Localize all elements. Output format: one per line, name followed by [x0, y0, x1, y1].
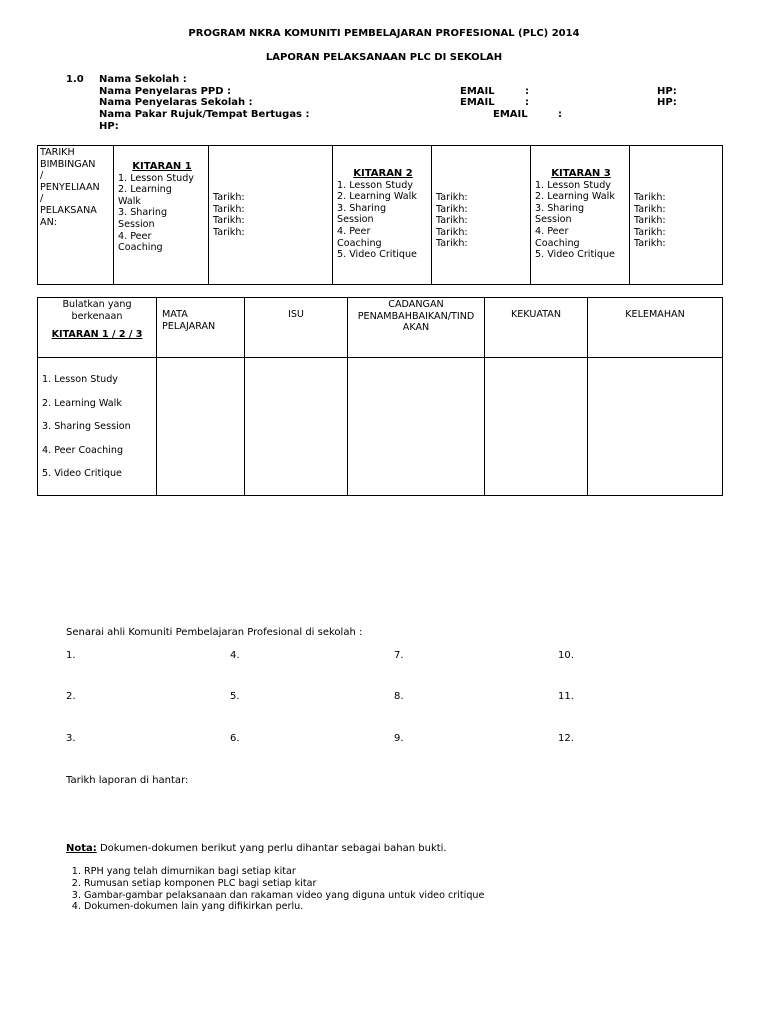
kitaran-2-title: KITARAN 2 [353, 168, 413, 179]
nota-text: Dokumen-dokumen berikut yang perlu dihantar sebagai bahan bukti. [96, 843, 447, 854]
member-number: 12. [558, 733, 574, 744]
kelemahan-header [588, 298, 723, 358]
tarikh-date-field: Tarikh: [436, 238, 468, 250]
tarikh-date-field: Tarikh: [213, 226, 245, 238]
email-colon-ppd: : [525, 86, 529, 97]
bulatkan-header-cell [38, 298, 157, 358]
kitaran-item: 4. Peer [337, 225, 371, 237]
member-number: 7. [394, 650, 404, 661]
kitaran-item: 4. Peer [118, 230, 152, 242]
kitaran-item: Session [118, 218, 155, 230]
email-label-ppd: EMAIL [460, 86, 495, 97]
hp-label-pakar: HP: [99, 121, 119, 132]
nota-list [50, 866, 484, 913]
tarikh-date-field: Tarikh: [213, 203, 245, 215]
penyelaras-sekolah-label: Nama Penyelaras Sekolah : [99, 97, 253, 108]
kitaran-item: 5. Video Critique [337, 249, 417, 261]
email-label-pakar: EMAIL [493, 109, 528, 120]
member-number: 8. [394, 691, 404, 702]
member-number: 2. [66, 691, 76, 702]
nota-item: 2. Rumusan setiap komponen PLC bagi setiap kitar [84, 878, 484, 890]
activity-item: 4. Peer Coaching [42, 444, 124, 456]
nota-label: Nota: [66, 843, 97, 854]
kelemahan-label: KELEMAHAN [625, 309, 685, 320]
member-number: 11. [558, 691, 574, 702]
kitaran-item: 3. Sharing [535, 202, 585, 214]
kitaran-item: Walk [118, 195, 141, 207]
tarikh-label-line: / [40, 170, 44, 182]
evaluation-table [37, 297, 723, 496]
kitaran-select-label: KITARAN 1 / 2 / 3 [51, 329, 143, 341]
tarikh-date-field: Tarikh: [436, 192, 468, 203]
cadangan-header [348, 298, 485, 358]
tarikh-date-field: Tarikh: [634, 192, 666, 203]
berkenaan-label: berkenaan [71, 310, 123, 322]
tarikh-label-line: PELAKSANA [40, 204, 97, 216]
nama-sekolah-label: Nama Sekolah : [99, 74, 187, 85]
tarikh-label-line: AN: [40, 216, 57, 228]
kitaran-1-cell [114, 146, 209, 285]
nota-item: 4. Dokumen-dokumen lain yang difikirkan perlu. [84, 901, 484, 913]
document-title: PROGRAM NKRA KOMUNITI PEMBELAJARAN PROFESIONAL (PLC) 2014 [188, 28, 580, 39]
kitaran-item: 4. Peer [535, 225, 569, 237]
tarikh-date-field: Tarikh: [436, 203, 468, 215]
kitaran-item: 2. Learning [118, 184, 172, 196]
cadangan-input-cell[interactable] [348, 358, 485, 496]
bulatkan-label: Bulatkan yang [62, 299, 132, 310]
kekuatan-label: KEKUATAN [510, 309, 562, 320]
nota-line [66, 843, 447, 854]
cadangan-label: AKAN [402, 322, 430, 334]
kitaran-1-dates-cell [209, 146, 333, 285]
kitaran-item: Session [535, 214, 572, 226]
email-colon-pakar: : [558, 109, 562, 120]
kitaran-1-title: KITARAN 1 [132, 161, 192, 172]
activity-item: 5. Video Critique [42, 468, 122, 479]
penyelaras-ppd-label: Nama Penyelaras PPD : [99, 86, 232, 97]
nota-item: 1. RPH yang telah dimurnikan bagi setiap kitar [84, 866, 484, 878]
isu-input-cell[interactable] [245, 358, 348, 496]
kekuatan-header [485, 298, 588, 358]
member-number: 3. [66, 733, 76, 744]
hp-label-ppd: HP: [657, 86, 677, 97]
kitaran-item: 3. Sharing [118, 207, 168, 219]
tarikh-bimbingan-cell [38, 146, 114, 285]
member-number: 6. [230, 733, 240, 744]
kelemahan-input-cell[interactable] [588, 358, 723, 496]
pakar-rujuk-label: Nama Pakar Rujuk/Tempat Bertugas : [99, 109, 310, 120]
member-number: 1. [66, 650, 76, 661]
kitaran-schedule-table [37, 145, 723, 285]
kitaran-item: 1. Lesson Study [337, 179, 413, 191]
member-number: 5. [230, 691, 240, 702]
mata-label: MATA [162, 309, 188, 320]
kitaran-item: Coaching [535, 237, 580, 249]
tarikh-date-field: Tarikh: [213, 192, 245, 203]
cadangan-label: PENAMBAHBAIKAN/TIND [357, 310, 475, 322]
tarikh-date-field: Tarikh: [436, 226, 468, 238]
kitaran-3-title: KITARAN 3 [551, 168, 611, 179]
kitaran-item: 1. Lesson Study [535, 179, 611, 191]
kitaran-item: Coaching [337, 237, 382, 249]
email-colon-sekolah: : [525, 97, 529, 108]
isu-label: ISU [288, 309, 304, 320]
kitaran-item: Coaching [118, 242, 163, 254]
kitaran-3-cell [531, 146, 630, 285]
tarikh-date-field: Tarikh: [436, 215, 468, 227]
email-label-sekolah: EMAIL [460, 97, 495, 108]
activity-item: 2. Learning Walk [42, 397, 122, 409]
tarikh-date-field: Tarikh: [634, 238, 666, 250]
isu-header [245, 298, 348, 358]
member-number: 10. [558, 650, 574, 661]
tarikh-label-line: / [40, 193, 44, 205]
nota-item: 3. Gambar-gambar pelaksanaan dan rakaman video yang diguna untuk video critique [84, 890, 484, 902]
section-number: 1.0 [66, 74, 84, 85]
member-number: 4. [230, 650, 240, 661]
kekuatan-input-cell[interactable] [485, 358, 588, 496]
kitaran-item: 3. Sharing [337, 202, 387, 214]
tarikh-label-line: BIMBINGAN [40, 158, 96, 170]
member-number: 9. [394, 733, 404, 744]
mata-pelajaran-header [157, 298, 245, 358]
tarikh-date-field: Tarikh: [634, 215, 666, 227]
pelajaran-label: PELAJARAN [162, 320, 216, 332]
hp-label-sekolah: HP: [657, 97, 677, 108]
cadangan-label: CADANGAN [388, 299, 444, 310]
members-heading: Senarai ahli Komuniti Pembelajaran Profesional di sekolah : [66, 627, 363, 638]
tarikh-date-field: Tarikh: [634, 203, 666, 215]
tarikh-date-field: Tarikh: [213, 215, 245, 227]
kitaran-item: 2. Learning Walk [535, 191, 615, 203]
report-date-label: Tarikh laporan di hantar: [66, 775, 189, 786]
tarikh-date-field: Tarikh: [634, 226, 666, 238]
mata-pelajaran-input-cell[interactable] [157, 358, 245, 496]
kitaran-3-dates-cell [630, 146, 723, 285]
activity-item: 1. Lesson Study [42, 374, 118, 385]
tarikh-label-line: TARIKH [40, 147, 75, 158]
kitaran-item: 2. Learning Walk [337, 191, 417, 203]
report-title: LAPORAN PELAKSANAAN PLC DI SEKOLAH [265, 52, 503, 63]
tarikh-label-line: PENYELIAAN [40, 181, 100, 193]
activity-item: 3. Sharing Session [42, 421, 131, 432]
activities-cell [38, 358, 157, 496]
kitaran-2-dates-cell [432, 146, 531, 285]
kitaran-2-cell [333, 146, 432, 285]
kitaran-item: 1. Lesson Study [118, 172, 194, 184]
kitaran-item: 5. Video Critique [535, 249, 615, 261]
kitaran-item: Session [337, 214, 374, 226]
